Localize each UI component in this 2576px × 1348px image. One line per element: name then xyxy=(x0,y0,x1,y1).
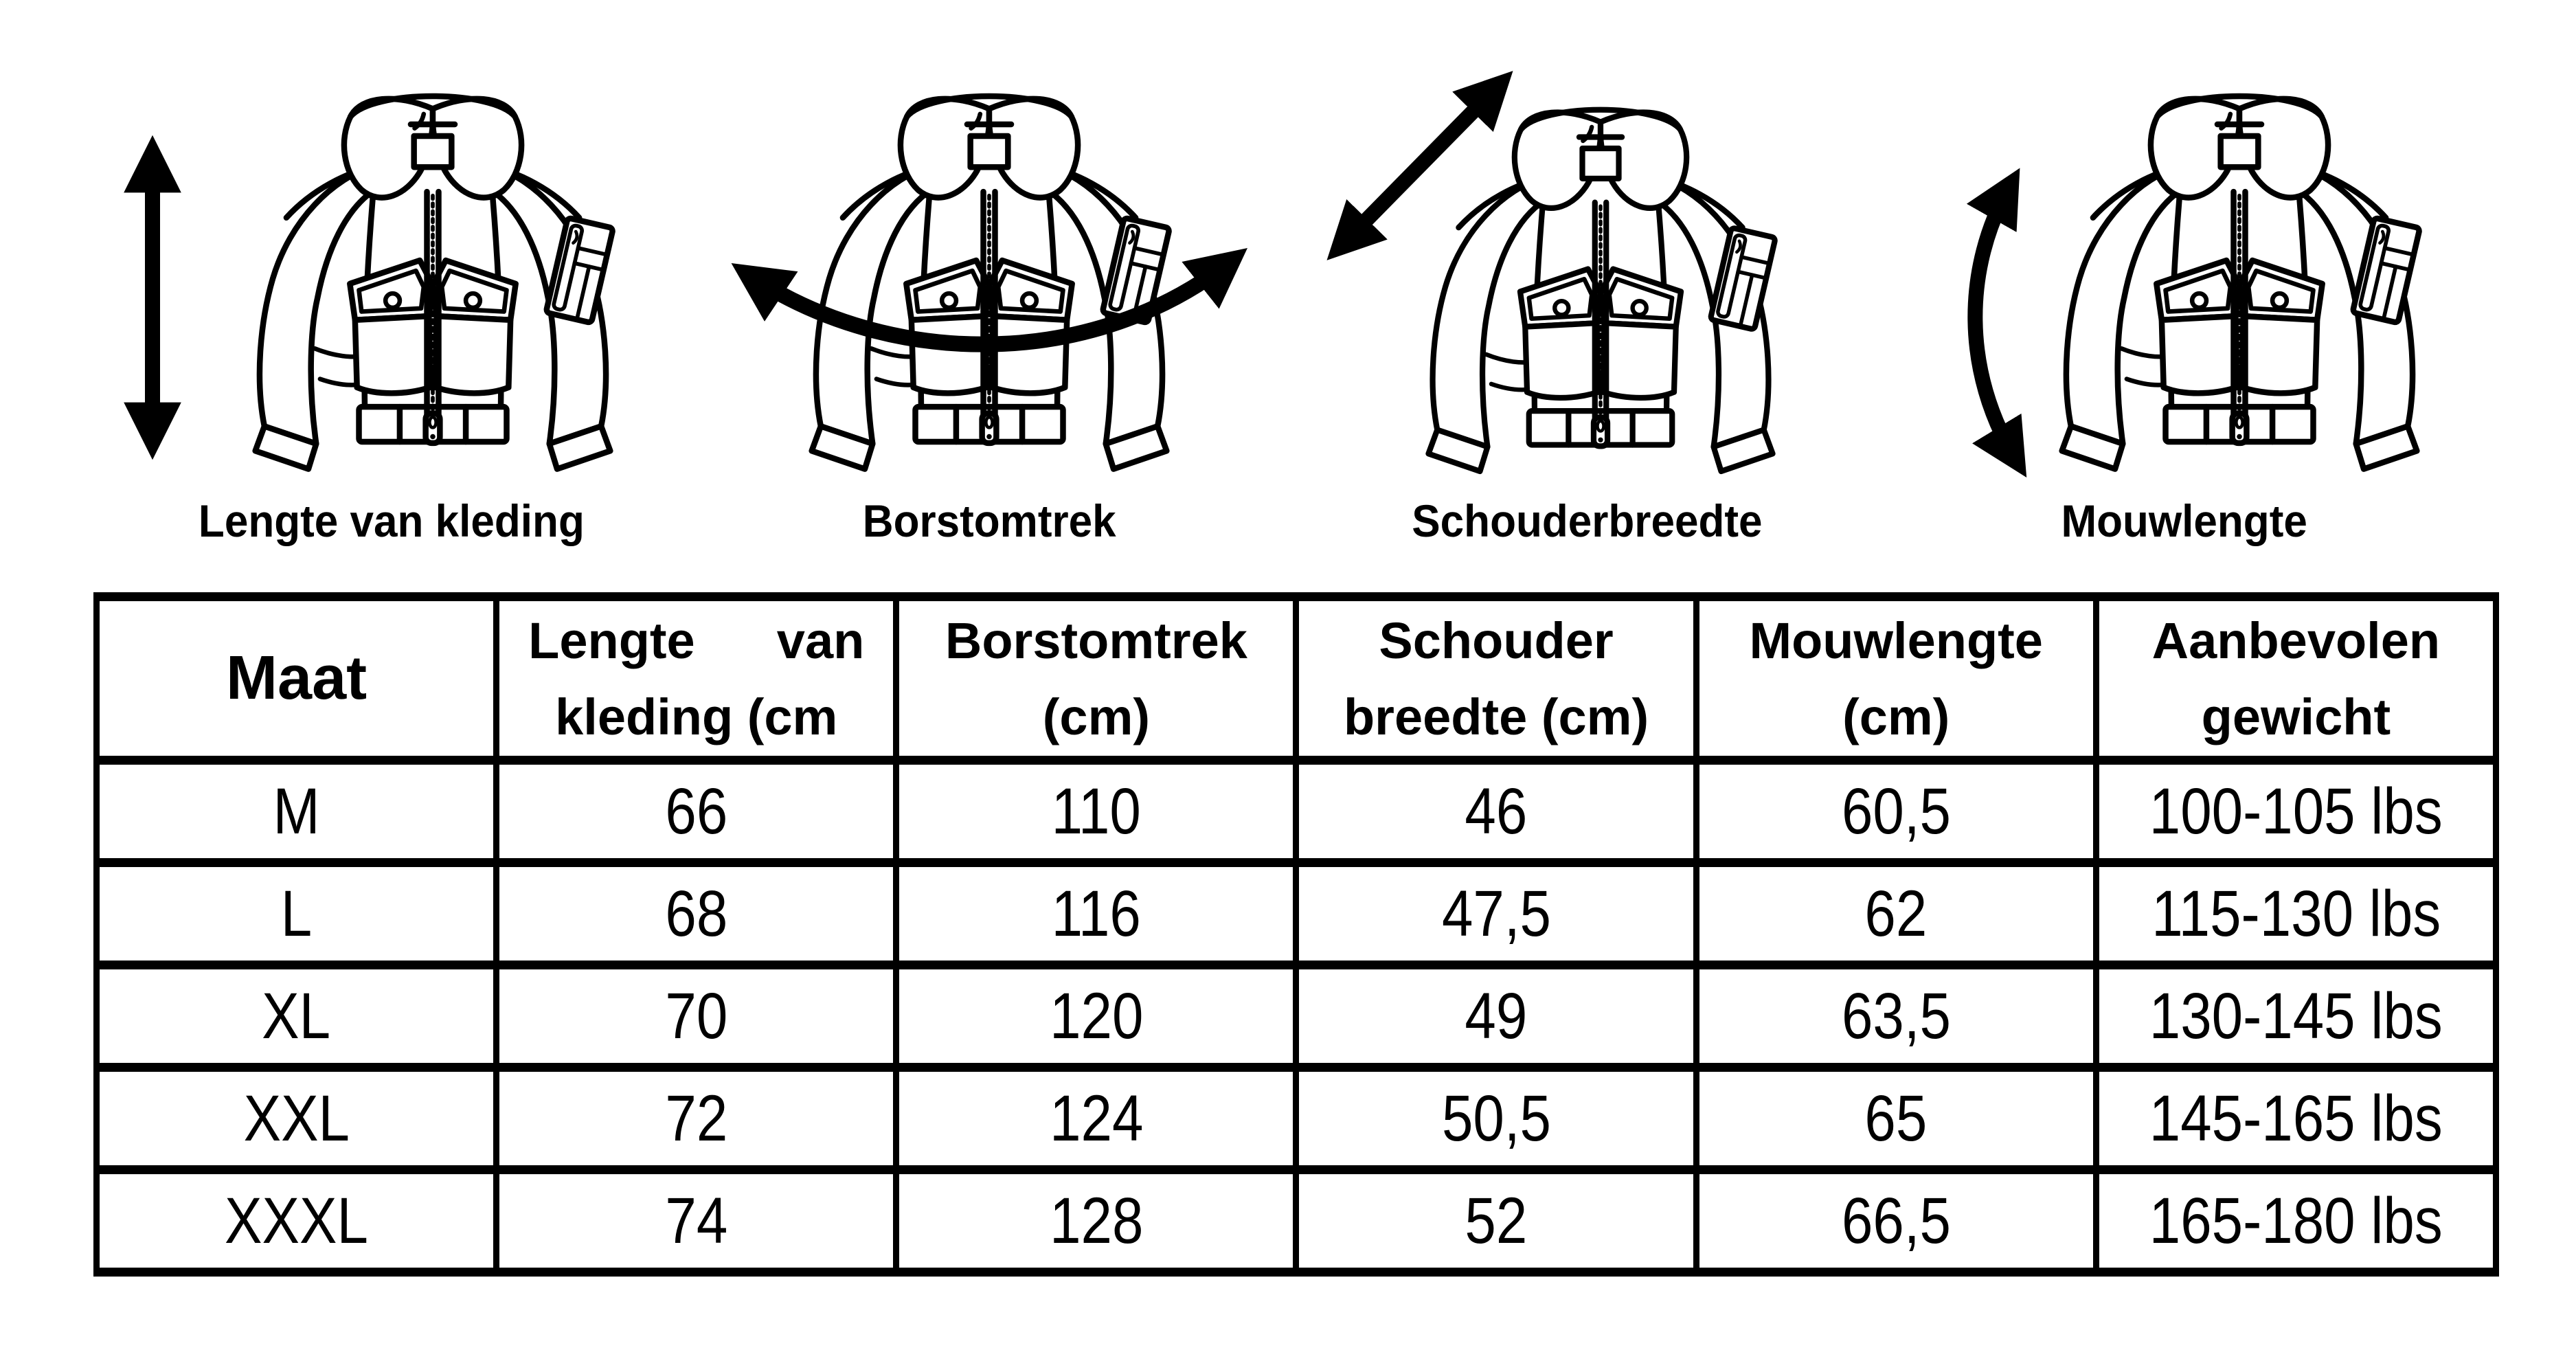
diagonal-double-arrow-icon xyxy=(1341,85,1499,246)
cell-size: XXL xyxy=(97,1068,497,1170)
cell-chest: 116 xyxy=(896,863,1296,965)
cell-shoulder: 52 xyxy=(1296,1170,1696,1272)
cell-shoulder: 47,5 xyxy=(1296,863,1696,965)
cell-weight: 145-165 lbs xyxy=(2096,1068,2496,1170)
header-sleeve: Mouwlengte (cm) xyxy=(1696,597,2096,761)
header-weight: Aanbevolen gewicht xyxy=(2096,597,2496,761)
measurement-figures xyxy=(0,0,2576,547)
header-chest: Borstomtrek (cm) xyxy=(896,597,1296,761)
cell-sleeve: 65 xyxy=(1696,1068,2096,1170)
cell-chest: 124 xyxy=(896,1068,1296,1170)
cell-chest: 128 xyxy=(896,1170,1296,1272)
cell-weight: 115-130 lbs xyxy=(2096,863,2496,965)
cell-length: 74 xyxy=(497,1170,896,1272)
cell-length: 66 xyxy=(497,761,896,863)
cell-sleeve: 62 xyxy=(1696,863,2096,965)
cell-sleeve: 60,5 xyxy=(1696,761,2096,863)
header-size: Maat xyxy=(97,597,497,761)
figure-label: Borstomtrek xyxy=(862,495,1116,546)
cell-shoulder: 49 xyxy=(1296,965,1696,1068)
cell-size: M xyxy=(97,761,497,863)
cell-shoulder: 50,5 xyxy=(1296,1068,1696,1170)
table-row xyxy=(97,761,2496,863)
figure-garment-length xyxy=(103,19,680,547)
cell-length: 68 xyxy=(497,863,896,965)
cell-size: XXXL xyxy=(97,1170,497,1272)
jacket-shoulder-illustration xyxy=(1298,19,1875,493)
cell-size: L xyxy=(97,863,497,965)
curved-vertical-double-arrow-icon xyxy=(1975,186,2016,460)
cell-length: 72 xyxy=(497,1068,896,1170)
jacket-outline xyxy=(2062,96,2420,469)
table-row xyxy=(97,1068,2496,1170)
header-shoulder: Schouder breedte (cm) xyxy=(1296,597,1696,761)
cell-weight: 100-105 lbs xyxy=(2096,761,2496,863)
jacket-outline xyxy=(1428,110,1775,471)
header-garment-length: Lengte van kleding (cm xyxy=(497,597,896,761)
table-row xyxy=(97,1170,2496,1272)
figure-label: Mouwlengte xyxy=(2061,495,2308,546)
size-table-header xyxy=(97,597,2496,761)
size-table xyxy=(93,592,2499,1277)
figure-sleeve-length xyxy=(1896,19,2473,547)
cell-shoulder: 46 xyxy=(1296,761,1696,863)
jacket-outline xyxy=(812,96,1170,469)
cell-chest: 120 xyxy=(896,965,1296,1068)
cell-length: 70 xyxy=(497,965,896,1068)
cell-chest: 110 xyxy=(896,761,1296,863)
figure-label: Lengte van kleding xyxy=(199,495,585,546)
jacket-length-illustration xyxy=(103,19,680,493)
jacket-chest-illustration xyxy=(701,19,1278,493)
cell-sleeve: 66,5 xyxy=(1696,1170,2096,1272)
cell-weight: 165-180 lbs xyxy=(2096,1170,2496,1272)
cell-sleeve: 63,5 xyxy=(1696,965,2096,1068)
jacket-outline xyxy=(256,96,613,469)
cell-size: XL xyxy=(97,965,497,1068)
figure-label: Schouderbreedte xyxy=(1411,495,1763,546)
size-table-body xyxy=(97,761,2496,1272)
figure-shoulder-width xyxy=(1298,19,1875,547)
jacket-sleeve-illustration xyxy=(1896,19,2473,493)
figure-chest-girth xyxy=(701,19,1278,547)
cell-weight: 130-145 lbs xyxy=(2096,965,2496,1068)
header-row xyxy=(97,597,2496,761)
table-row xyxy=(97,965,2496,1068)
table-row xyxy=(97,863,2496,965)
